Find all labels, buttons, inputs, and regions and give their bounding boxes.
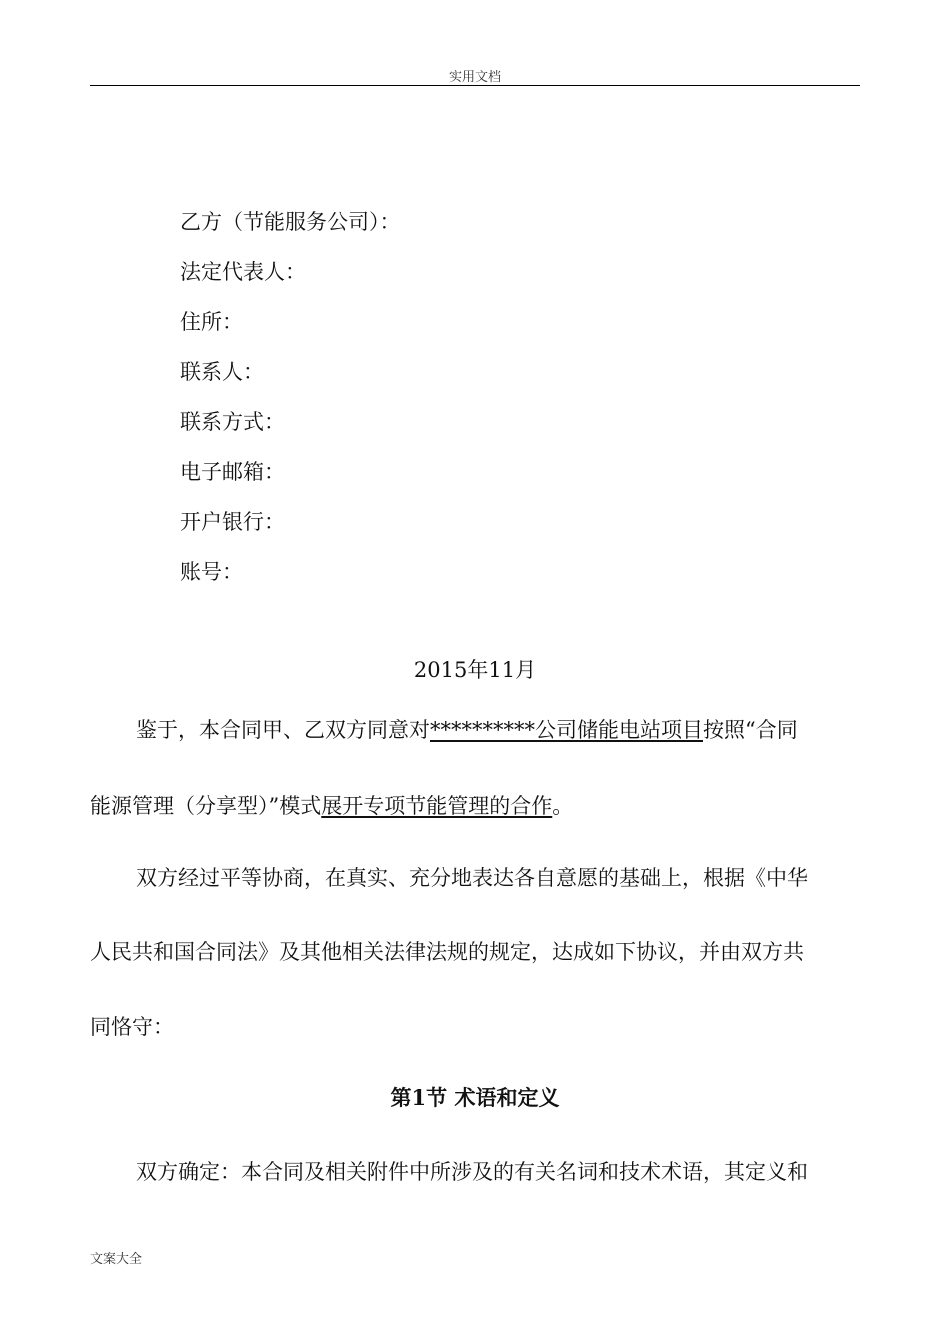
- paragraph-whereas-line-2: [90, 790, 573, 820]
- legal-representative-label: 法定代表人：: [180, 260, 306, 284]
- paragraph-agreement-line-2: 人民共和国合同法》及其他相关法律法规的规定，达成如下协议，并由双方共: [90, 940, 804, 964]
- contact-person-label: 联系人：: [180, 360, 264, 384]
- email-label: 电子邮箱：: [180, 460, 285, 484]
- whereas-text-d: 。: [552, 794, 574, 818]
- cooperation-scope: 展开专项节能管理的合作: [321, 794, 553, 818]
- paragraph-agreement-line-3: 同恪守：: [90, 1015, 174, 1039]
- page-header: 实用文档: [448, 70, 501, 85]
- whereas-text-b: 按照“合同: [703, 718, 798, 742]
- whereas-text-c: 能源管理（分享型）”模式: [90, 794, 322, 818]
- header-rule: [90, 85, 860, 86]
- contract-date: 2015年11月: [413, 658, 537, 682]
- section-heading: 第1节 术语和定义: [390, 1085, 560, 1110]
- address-label: 住所：: [180, 310, 243, 334]
- account-label: 账号：: [180, 560, 243, 584]
- bank-label: 开户银行：: [180, 510, 285, 534]
- paragraph-whereas-line-1: [136, 714, 798, 744]
- party-b-name-label: 乙方（节能服务公司）：: [180, 210, 401, 234]
- project-name: **********公司储能电站项目: [430, 718, 703, 742]
- whereas-text-a: 鉴于，本合同甲、乙双方同意对: [136, 718, 430, 742]
- page-footer: 文案大全: [90, 1252, 143, 1267]
- contact-method-label: 联系方式：: [180, 410, 285, 434]
- paragraph-agreement-line-1: 双方经过平等协商，在真实、充分地表达各自意愿的基础上，根据《中华: [136, 866, 808, 890]
- paragraph-definitions-line-1: 双方确定：本合同及相关附件中所涉及的有关名词和技术术语，其定义和: [136, 1160, 808, 1184]
